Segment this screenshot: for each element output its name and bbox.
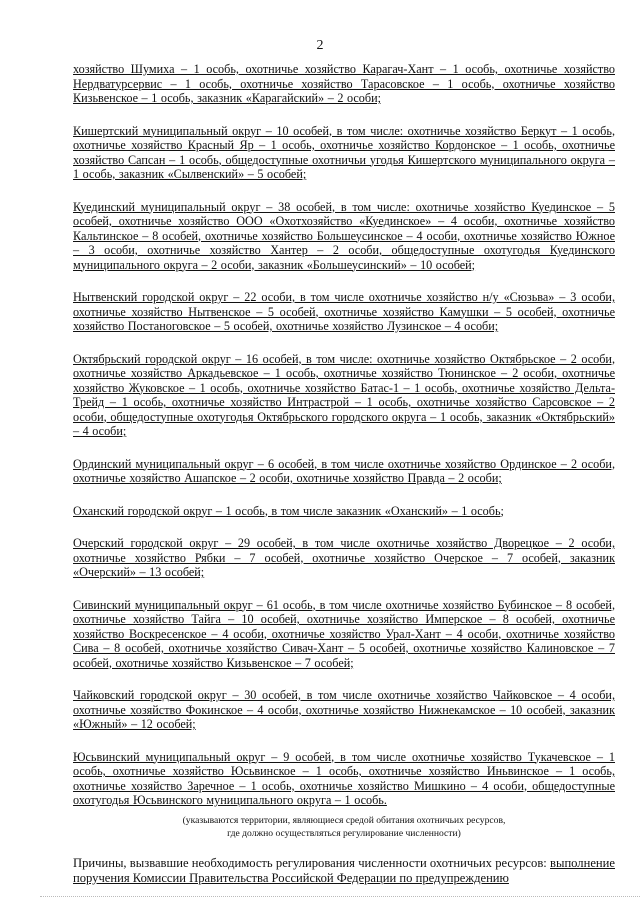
paragraph-sivinsky: Сивинский муниципальный округ – 61 особь, в том числе охотничье хозяйство Бубинское – 8 особей, охотничье хозяйство Тайга – 10 особей, охотничье хозяйство Имперское – 8 особей, охотничье хозяйство Воскресенское – 4 особи, охотничье хозяйство Урал-Хант – 4 особи, охотничье хозяйство Сива – 8 особей, охотничье хозяйство Сивач-Хант – 5 особей, охотничье хозяйство Калиновское – 7 особей, охотничье хозяйство Кизьвенское – 7 особей; xyxy=(73,597,615,670)
paragraph-nytvensky: Нытвенский городской округ – 22 особи, в том числе охотничье хозяйство н/у «Сюзьва» – 3 особи, охотничье хозяйство Нытвенское – 5 особей, охотничье хозяйство Камушки – 5 особей, охотничье хозяйство Постаноговское – 5 особей, охотничье хозяйство Лузинское – 4 особи; xyxy=(73,290,615,333)
territory-note-line-1: (указываются территории, являющиеся средой обитания охотничьих ресурсов, xyxy=(182,814,506,826)
paragraph-oktyabrsky: Октябрьский городской округ – 16 особей, в том числе: охотничье хозяйство Октябрьское – 2 особи, охотничье хозяйство Аркадьевское – 1 особь, охотничье хозяйство Тюнинское – 2 особи, охотничье хозяйство Жуковское – 1 особь, охотничье хозяйство Батас-1 – 1 особь, охотничье хозяйство Дельта-Трейд – 1 особь, охотничье хозяйство Интрастрой – 1 особь, охотничье хозяйство Сарсовское – 2 особи, общедоступные охотугодья Октябрьского городского округа – 1 особь, заказник «Октябрьский» – 4 особи; xyxy=(73,351,615,438)
reasons-paragraph xyxy=(73,856,615,887)
territory-note xyxy=(73,814,615,840)
page-bottom-edge xyxy=(40,896,640,898)
paragraph-shumikha: хозяйство Шумиха – 1 особь, охотничье хозяйство Карагач-Хант – 1 особь, охотничье хозяйство Нердватурсервис – 1 особь, охотничье хозяйство Тарасовское – 1 особь, охотничье хозяйство Кизьвенское – 1 особь, заказник «Карагайский» – 2 особи; xyxy=(73,62,615,105)
reasons-label: Причины, вызвавшие необходимость регулирования численности охотничьих ресурсов: xyxy=(73,855,547,870)
reasons-text: выполнение поручения Комиссии Правительства Российской Федерации по предупреждению xyxy=(73,855,615,885)
paragraph-ochersky: Очерский городской округ – 29 особей, в том числе охотничье хозяйство Дворецкое – 2 особи, охотничье хозяйство Рябки – 7 особей, охотничье хозяйство Очерское – 7 особей, заказник «Очерский» – 13 особей; xyxy=(73,536,615,579)
document-body xyxy=(73,62,615,887)
paragraph-yusvinsky: Юсьвинский муниципальный округ – 9 особей, в том числе охотничье хозяйство Тукачевское – 1 особь, охотничье хозяйство Юсьвинское – 1 особь, охотничье хозяйство Иньвинское – 1 особь, охотничье хозяйство Заречное – 1 особь, охотничье хозяйство Мишкино – 4 особи, общедоступные охотугодья Юсьвинского муниципального округа – 1 особь. xyxy=(73,749,615,807)
paragraph-kuedinsky: Куединский муниципальный округ – 38 особей, в том числе: охотничье хозяйство Куединское – 5 особей, охотничье хозяйство ООО «Охотхозяйство «Куединское» – 4 особи, охотничье хозяйство Кальтинское – 8 особей, охотничье хозяйство Большеусинское – 4 особи, охотничье хозяйство Южное – 3 особи, охотничье хозяйство Хантер – 2 особи, общедоступные охотугодья Куединского муниципального округа – 2 особи, заказник «Большеусинский» – 10 особей; xyxy=(73,199,615,272)
paragraph-okhansky: Оханский городской округ – 1 особь, в том числе заказник «Оханский» – 1 особь; xyxy=(73,503,504,518)
paragraph-kishertsky: Кишертский муниципальный округ – 10 особей, в том числе: охотничье хозяйство Беркут – 1 особь, охотничье хозяйство Красный Яр – 1 особь, охотничье хозяйство Кордонское – 1 особь, охотничье хозяйство Сапсан – 1 особь, общедоступные охотничьи угодья Кишертского муниципального округа – 1 особь, заказник «Сылвенский» – 5 особей; xyxy=(73,123,615,181)
paragraph-chaikovsky: Чайковский городской округ – 30 особей, в том числе охотничье хозяйство Чайковское – 4 особи, охотничье хозяйство Фокинское – 4 особи, охотничье хозяйство Нижнекамское – 10 особей, заказник «Южный» – 12 особей; xyxy=(73,688,615,731)
page-number: 2 xyxy=(316,38,324,53)
territory-note-line-2: где должно осуществляться регулирование численности) xyxy=(227,827,461,839)
paragraph-ordinsky: Ординский муниципальный округ – 6 особей, в том числе охотничье хозяйство Ординское – 2 особи, охотничье хозяйство Ашапское – 2 особи, охотничье хозяйство Правда – 2 особи; xyxy=(73,456,615,485)
